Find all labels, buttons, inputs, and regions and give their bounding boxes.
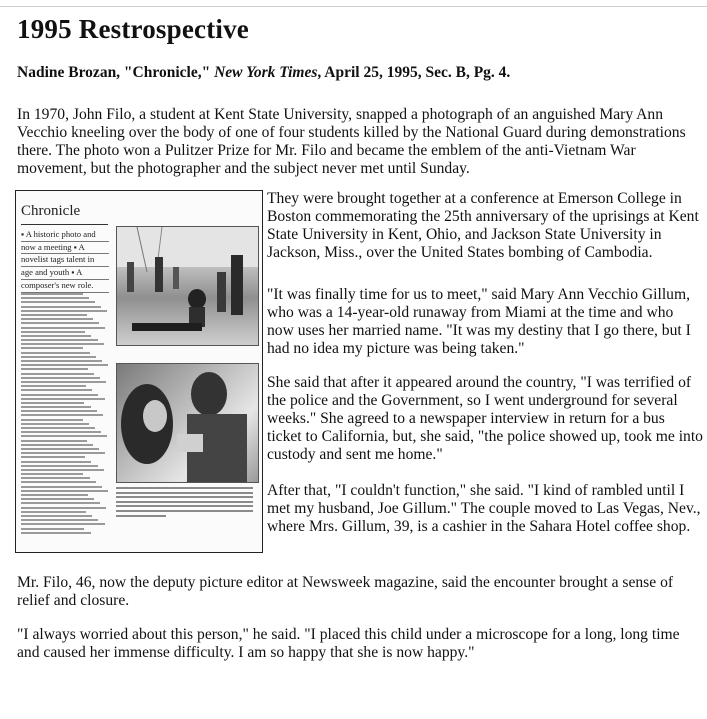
byline-author: Nadine Brozan, "Chronicle,"	[17, 64, 215, 81]
fine-print-line	[21, 347, 83, 349]
caption-line	[116, 515, 166, 517]
fine-print-line	[21, 314, 87, 316]
caption-line	[116, 487, 253, 489]
fine-print-line	[21, 498, 94, 500]
fine-print-line	[21, 339, 98, 341]
fine-print-line	[21, 352, 90, 354]
caption-line	[116, 496, 253, 498]
fine-print-line	[21, 322, 99, 324]
paragraph-filo-newsweek: Mr. Filo, 46, now the deputy picture editor at Newsweek magazine, said the encounter brought a sense of relief and closure.	[17, 574, 674, 609]
fine-print-line	[21, 327, 105, 329]
caption-line	[116, 510, 253, 512]
fine-print-line	[21, 494, 88, 496]
byline	[17, 64, 510, 82]
fine-print-line	[21, 385, 86, 387]
paragraph-closing-quote: "I always worried about this person," he said. "I placed this child under a microscope for a long, long time and caused her immense difficulty. I am so happy that she is now happy."	[17, 626, 680, 661]
fine-print-line	[21, 402, 84, 404]
fine-print-line	[21, 481, 96, 483]
paragraph-las-vegas: After that, "I couldn't function," she said. "I kind of rambled until I met my husband, Joe Gillum." The couple moved to Las Vegas, Nev., where Mrs. Gillum, 39, is a cashier in the Sahara Hotel coffee shop.	[267, 482, 701, 535]
fine-print-line	[21, 360, 102, 362]
fine-print-line	[21, 389, 92, 391]
fine-print-line	[21, 528, 84, 530]
fine-print-line	[21, 335, 91, 337]
fine-print-line	[21, 306, 101, 308]
fine-print-line	[21, 427, 95, 429]
clipping-deck-line: ▪ A historic photo and	[21, 229, 109, 242]
clipping-deck-line: age and youth ▪ A	[21, 267, 109, 280]
fine-print-line	[21, 511, 86, 513]
fine-print-line	[21, 469, 104, 471]
fine-print-line	[21, 410, 97, 412]
fine-print-line	[21, 523, 105, 525]
fine-print-line	[21, 293, 83, 295]
reunion-photo	[116, 363, 259, 483]
fine-print-line	[21, 318, 93, 320]
fine-print-line	[21, 343, 104, 345]
fine-print-line	[21, 532, 91, 534]
fine-print-line	[21, 448, 99, 450]
fine-print-line	[21, 373, 94, 375]
paragraph-intro: In 1970, John Filo, a student at Kent State University, snapped a photograph of an anguished Mary Ann Vecchio kneeling over the body of one of four students killed by the National Guard during demonstrations there. The photo won a Pulitzer Prize for Mr. Filo and became the emblem of the anti-Vietnam War movement, but the photographer and the subject never met until Sunday.	[17, 106, 686, 177]
fine-print-line	[21, 502, 100, 504]
fine-print-line	[21, 461, 91, 463]
fine-print-line	[21, 364, 108, 366]
fine-print-line	[21, 490, 108, 492]
fine-print-line	[21, 452, 105, 454]
fine-print-line	[21, 486, 102, 488]
fine-print-line	[21, 297, 89, 299]
clipping-deck	[21, 229, 109, 293]
fine-print-line	[21, 465, 98, 467]
fine-print-line	[21, 473, 83, 475]
fine-print-line	[21, 398, 105, 400]
fine-print-line	[21, 440, 87, 442]
byline-date: , April 25, 1995, Sec. B, Pg. 4.	[317, 64, 511, 81]
paragraph-conference: They were brought together at a conference at Emerson College in Boston commemorating the 25th anniversary of the uprisings at Kent State University in Kent, Ohio, and Jackson State University in Jackson, Miss., over the United States bombing of Cambodia.	[267, 190, 699, 261]
fine-print-line	[21, 368, 88, 370]
fine-print-line	[21, 356, 96, 358]
page-title: 1995 Restrospective	[17, 14, 249, 44]
clipping-column-text	[21, 293, 109, 536]
clipping-deck-line: novelist tags talent in	[21, 254, 109, 267]
fine-print-line	[21, 414, 103, 416]
caption-line	[116, 505, 253, 507]
fine-print-line	[21, 381, 106, 383]
paragraph-meet-quote: "It was finally time for us to meet," said Mary Ann Vecchio Gillum, who was a 14-year-old runaway from Miami at the time and who now uses her married name. "It was my destiny that I go there, but I had no idea my picture was being taken."	[267, 286, 691, 357]
fine-print-line	[21, 377, 100, 379]
caption-line	[116, 501, 253, 503]
paragraph-underground: She said that after it appeared around the country, "I was terrified of the police and the Government, so I went underground for several weeks." She agreed to a newspaper interview in return for a bus ticket to California, but, she said, "the police showed up, took me into custody and sent me home."	[267, 374, 703, 463]
caption-line	[116, 492, 253, 494]
fine-print-line	[21, 435, 107, 437]
fine-print-line	[21, 406, 91, 408]
newspaper-clipping-image	[15, 190, 263, 553]
fine-print-line	[21, 431, 101, 433]
fine-print-line	[21, 456, 85, 458]
clipping-heading: Chronicle	[21, 203, 81, 219]
fine-print-line	[21, 301, 95, 303]
clipping-rule	[21, 224, 108, 225]
clipping-deck-line: composer's new role.	[21, 280, 109, 293]
fine-print-line	[21, 515, 92, 517]
byline-publication: New York Times	[214, 64, 318, 81]
fine-print-line	[21, 331, 85, 333]
kent-state-photo	[116, 226, 259, 346]
fine-print-line	[21, 519, 98, 521]
fine-print-line	[21, 419, 83, 421]
fine-print-line	[21, 507, 106, 509]
clipping-deck-line: now a meeting ▪ A	[21, 242, 109, 255]
fine-print-line	[21, 394, 98, 396]
fine-print-line	[21, 477, 90, 479]
photo-caption-text	[116, 487, 259, 519]
fine-print-line	[21, 310, 107, 312]
top-rule	[0, 6, 707, 7]
fine-print-line	[21, 444, 93, 446]
fine-print-line	[21, 423, 89, 425]
